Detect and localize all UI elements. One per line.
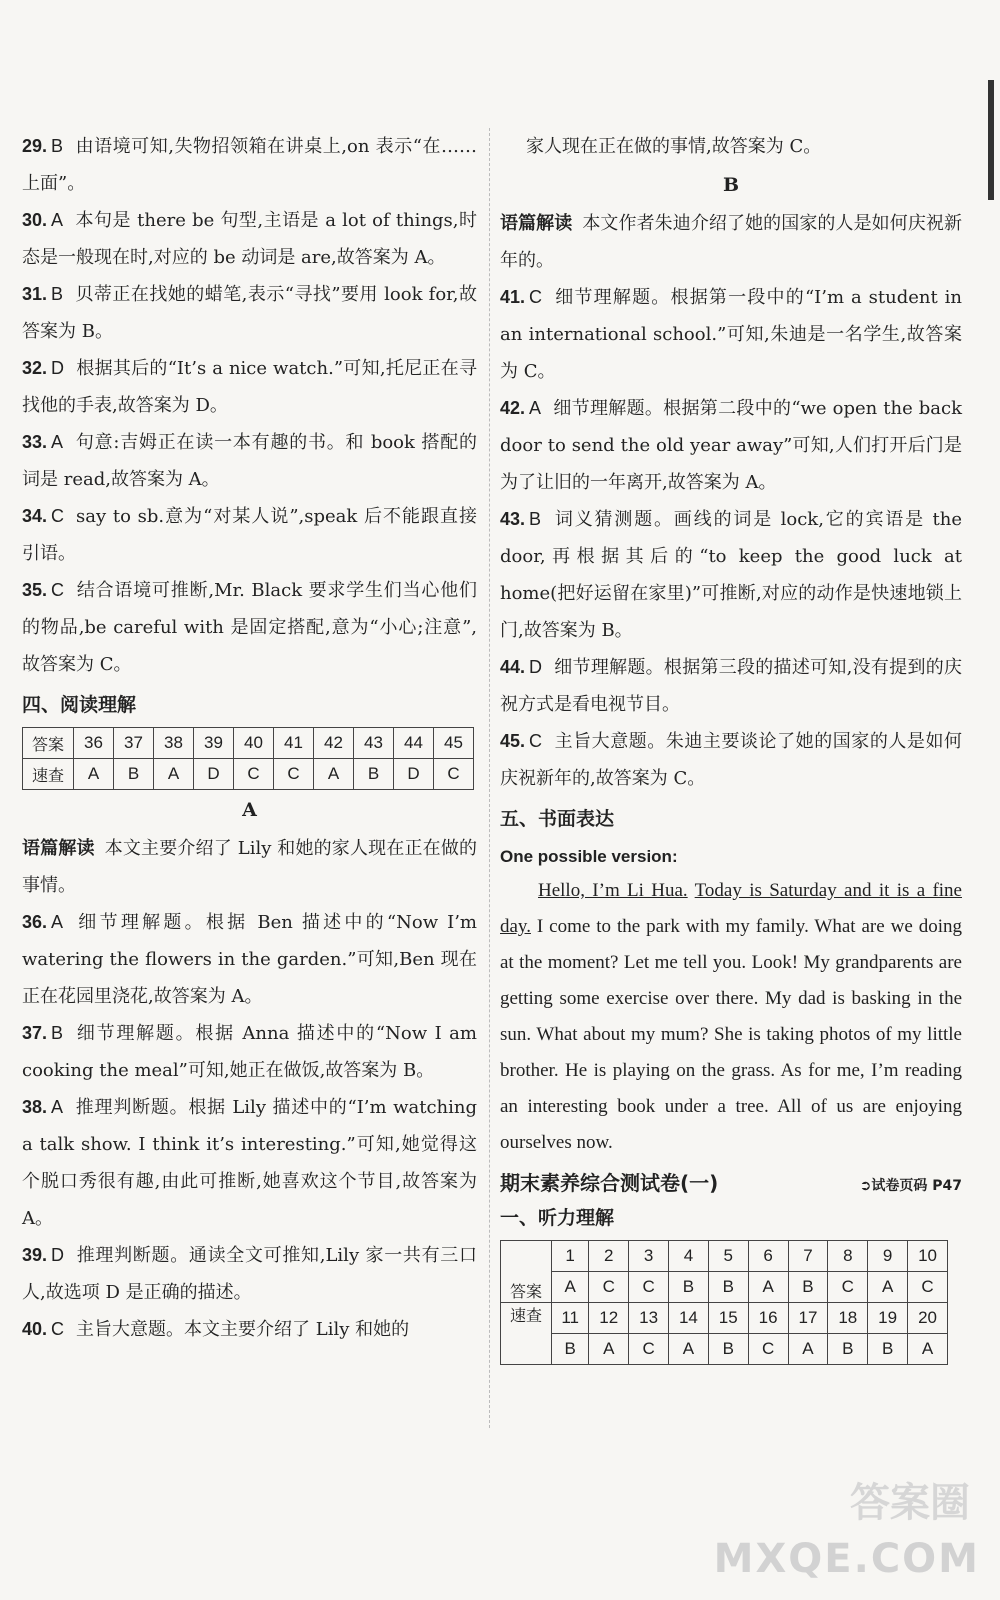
table-cell-number: 44: [394, 728, 434, 759]
item-answer: B: [51, 1023, 64, 1043]
item-answer: C: [51, 506, 65, 526]
item-answer: A: [51, 432, 64, 452]
table-cell-number: 36: [74, 728, 114, 759]
item-explanation: 推理判断题。根据 Lily 描述中的“I’m watching a talk show. I think it’s interesting.”可知,她觉得这个脱口秀很有趣,由此可推断,她喜欢这个节目,故答案为 A。: [22, 1097, 477, 1229]
table-cell-answer: C: [434, 759, 474, 790]
table-cell-number: 1: [552, 1241, 589, 1272]
item-answer: C: [529, 287, 543, 307]
table-cell-answer: A: [552, 1272, 589, 1303]
item-answer: A: [529, 398, 542, 418]
answer-item: [22, 276, 477, 350]
watermark-logo: 答案圈: [850, 1480, 970, 1526]
item-explanation: 主旨大意题。本文主要介绍了 Lily 和她的: [76, 1319, 410, 1340]
table-cell-answer: B: [828, 1334, 868, 1365]
table-cell-number: 3: [629, 1241, 669, 1272]
table-cell-answer: C: [748, 1334, 788, 1365]
table-cell-answer: C: [629, 1272, 669, 1303]
answer-item: [500, 390, 962, 501]
table-head-answer: 答案: [23, 728, 74, 759]
answer-item: [500, 649, 962, 723]
answer-item: [500, 723, 962, 797]
answer-item: [500, 279, 962, 390]
passage-b-label: 语篇解读: [500, 213, 573, 234]
item-number: 34.: [22, 506, 48, 526]
essay-underline-2: Today is Saturday and it is a fine day.: [500, 880, 962, 937]
item-explanation: 句意:吉姆正在读一本有趣的书。和 book 搭配的词是 read,故答案为 A。: [22, 432, 477, 490]
table-cell-answer: C: [274, 759, 314, 790]
essay-underline-1: Hello, I’m Li Hua.: [538, 880, 688, 901]
table-cell-answer: A: [74, 759, 114, 790]
table-cell-answer: B: [788, 1272, 828, 1303]
passage-b-summary: [500, 205, 962, 279]
item-answer: A: [51, 912, 64, 932]
section-1-title: 一、听力理解: [500, 1207, 615, 1229]
table-cell-number: 20: [908, 1303, 948, 1334]
item-answer: B: [51, 136, 64, 156]
table-cell-number: 45: [434, 728, 474, 759]
item-answer: C: [51, 1319, 65, 1339]
item-explanation: 细节理解题。根据第一段中的“I’m a student in an international school.”可知,朱迪是一名学生,故答案为 C。: [500, 287, 962, 382]
table-cell-number: 40: [234, 728, 274, 759]
table-cell-number: 6: [748, 1241, 788, 1272]
item-answer: C: [529, 731, 543, 751]
exam-page-ref: ➲试卷页码 P47: [859, 1178, 962, 1194]
item-answer: A: [51, 210, 64, 230]
item-number: 36.: [22, 912, 48, 932]
item-explanation: say to sb.意为“对某人说”,speak 后不能跟直接引语。: [22, 506, 477, 564]
item-answer: D: [51, 1245, 65, 1265]
version-label: One possible version:: [500, 847, 678, 866]
table-cell-number: 37: [114, 728, 154, 759]
item-explanation: 贝蒂正在找她的蜡笔,表示“寻找”要用 look for,故答案为 B。: [22, 284, 477, 342]
answer-item: [22, 572, 477, 683]
item-explanation: 细节理解题。根据 Anna 描述中的“Now I am cooking the meal”可知,她正在做饭,故答案为 B。: [22, 1023, 477, 1081]
table-cell-answer: B: [708, 1334, 748, 1365]
table-cell-number: 4: [669, 1241, 709, 1272]
table-cell-number: 39: [194, 728, 234, 759]
table-cell-answer: D: [194, 759, 234, 790]
answer-list-36-40: [22, 904, 477, 1348]
answer-item: [22, 1311, 477, 1348]
table-cell-answer: A: [788, 1334, 828, 1365]
item-explanation: 由语境可知,失物招领箱在讲桌上,on 表示“在……上面”。: [22, 136, 477, 194]
table-cell-number: 18: [828, 1303, 868, 1334]
passage-a-text: 本文主要介绍了 Lily 和她的家人现在正在做的事情。: [22, 838, 478, 896]
item-answer: B: [529, 509, 542, 529]
passage-a-letter: A: [242, 799, 257, 821]
passage-b-letter: B: [722, 174, 740, 196]
item-number: 43.: [500, 509, 526, 529]
answer-list-41-45: [500, 279, 962, 797]
item-number: 35.: [22, 580, 48, 600]
item-number: 45.: [500, 731, 526, 751]
table-cell-answer: D: [394, 759, 434, 790]
table-cell-number: 41: [274, 728, 314, 759]
item-number: 30.: [22, 210, 48, 230]
table-cell-answer: C: [828, 1272, 868, 1303]
item-explanation: 推理判断题。通读全文可推知,Lily 家一共有三口人,故选项 D 是正确的描述。: [22, 1245, 477, 1303]
table-cell-answer: A: [669, 1334, 709, 1365]
answer-item: [22, 424, 477, 498]
item-explanation: 本句是 there be 句型,主语是 a lot of things,时态是一般现在时,对应的 be 动词是 are,故答案为 A。: [22, 210, 477, 268]
passage-b-text: 本文作者朱迪介绍了她的国家的人是如何庆祝新年的。: [500, 213, 963, 271]
model-essay: [500, 873, 962, 1161]
essay-body: I come to the park with my family. What are we doing at the moment? Let me tell you. Look! My grandparents are getting some exercise over there. My dad is basking in the sun. What about my mum? She is taking photos of my little brother. He is playing on the grass. As for me, I’m reading an interesting book under a tree. All of us are enjoying ourselves now.: [500, 916, 962, 1153]
table-cell-number: 19: [868, 1303, 908, 1334]
item-answer: C: [51, 580, 65, 600]
item-number: 29.: [22, 136, 48, 156]
table-cell-answer: A: [314, 759, 354, 790]
table-cell-answer: B: [552, 1334, 589, 1365]
column-divider: [489, 128, 490, 1428]
item-number: 40.: [22, 1319, 48, 1339]
table-cell-answer: B: [669, 1272, 709, 1303]
table-cell-answer: B: [114, 759, 154, 790]
answer-list-29-35: [22, 128, 477, 683]
table-cell-answer: B: [708, 1272, 748, 1303]
item-explanation: 结合语境可推断,Mr. Black 要求学生们当心他们的物品,be careful with 是固定搭配,意为“小心;注意”,故答案为 C。: [22, 580, 477, 675]
table-cell-number: 42: [314, 728, 354, 759]
table-cell-number: 11: [552, 1303, 589, 1334]
table-cell-number: 9: [868, 1241, 908, 1272]
table-cell-answer: C: [908, 1272, 948, 1303]
table-cell-answer: A: [908, 1334, 948, 1365]
table-head-answer: 答案: [501, 1241, 552, 1303]
section-4-title: 四、阅读理解: [22, 694, 137, 716]
item-explanation: 细节理解题。根据 Ben 描述中的“Now I’m watering the flowers in the garden.”可知,Ben 现在正在花园里浇花,故答案为 A。: [22, 912, 477, 1007]
item-number: 33.: [22, 432, 48, 452]
table-cell-number: 12: [589, 1303, 629, 1334]
item-explanation: 词义猜测题。画线的词是 lock,它的宾语是 the door,再根据其后的“to keep the good luck at home(把好运留在家里)”可推断,对应的动作是快速地锁上门,故答案为 B。: [500, 509, 962, 641]
item-explanation: 细节理解题。根据第三段的描述可知,没有提到的庆祝方式是看电视节目。: [500, 657, 962, 715]
item-number: 44.: [500, 657, 526, 677]
answer-table-36-45: [22, 727, 474, 790]
answer-item: [22, 128, 477, 202]
table-cell-number: 43: [354, 728, 394, 759]
right-column: [500, 128, 962, 1365]
table-head-check: 速查: [501, 1303, 552, 1365]
exam-header: [500, 1167, 962, 1196]
item-number: 31.: [22, 284, 48, 304]
answer-item: [22, 1089, 477, 1237]
left-column: [22, 128, 477, 1348]
item-explanation: 根据其后的“It’s a nice watch.”可知,托尼正在寻找他的手表,故答案为 D。: [22, 358, 477, 416]
table-cell-number: 2: [589, 1241, 629, 1272]
table-cell-answer: C: [589, 1272, 629, 1303]
item-number: 32.: [22, 358, 48, 378]
table-cell-number: 13: [629, 1303, 669, 1334]
answer-table-1-20: [500, 1240, 948, 1365]
answer-item: [500, 501, 962, 649]
item-number: 38.: [22, 1097, 48, 1117]
table-cell-number: 38: [154, 728, 194, 759]
table-cell-answer: A: [748, 1272, 788, 1303]
table-cell-answer: C: [629, 1334, 669, 1365]
table-cell-answer: A: [868, 1272, 908, 1303]
passage-a-summary: [22, 830, 477, 904]
watermark-url: MXQE.COM: [713, 1536, 980, 1582]
table-cell-number: 15: [708, 1303, 748, 1334]
table-cell-number: 5: [708, 1241, 748, 1272]
page-edge-shadow: [988, 80, 994, 200]
item-explanation: 细节理解题。根据第二段中的“we open the back door to send the old year away”可知,人们打开后门是为了让旧的一年离开,故答案为 A。: [500, 398, 962, 493]
item-answer: D: [529, 657, 543, 677]
table-cell-number: 10: [908, 1241, 948, 1272]
table-cell-number: 8: [828, 1241, 868, 1272]
item-answer: B: [51, 284, 64, 304]
item-number: 37.: [22, 1023, 48, 1043]
item-number: 42.: [500, 398, 526, 418]
table-cell-answer: B: [868, 1334, 908, 1365]
answer-item: [22, 1015, 477, 1089]
answer-item: [22, 202, 477, 276]
table-cell-number: 17: [788, 1303, 828, 1334]
item-number: 41.: [500, 287, 526, 307]
table-cell-number: 16: [748, 1303, 788, 1334]
answer-item: [22, 904, 477, 1015]
section-5-title: 五、书面表达: [500, 808, 615, 830]
item-answer: D: [51, 358, 65, 378]
table-cell-answer: C: [234, 759, 274, 790]
table-cell-answer: B: [354, 759, 394, 790]
answer-item: [22, 498, 477, 572]
continued-text: 家人现在正在做的事情,故答案为 C。: [526, 136, 822, 157]
passage-a-label: 语篇解读: [22, 838, 95, 859]
answer-item: [22, 350, 477, 424]
item-explanation: 主旨大意题。朱迪主要谈论了她的国家的人是如何庆祝新年的,故答案为 C。: [500, 731, 962, 789]
answer-item: [22, 1237, 477, 1311]
table-cell-number: 14: [669, 1303, 709, 1334]
exam-title: 期末素养综合测试卷(一): [500, 1171, 719, 1195]
table-head-check: 速查: [23, 759, 74, 790]
item-answer: A: [51, 1097, 64, 1117]
table-cell-answer: A: [154, 759, 194, 790]
item-number: 39.: [22, 1245, 48, 1265]
table-cell-answer: A: [589, 1334, 629, 1365]
table-cell-number: 7: [788, 1241, 828, 1272]
